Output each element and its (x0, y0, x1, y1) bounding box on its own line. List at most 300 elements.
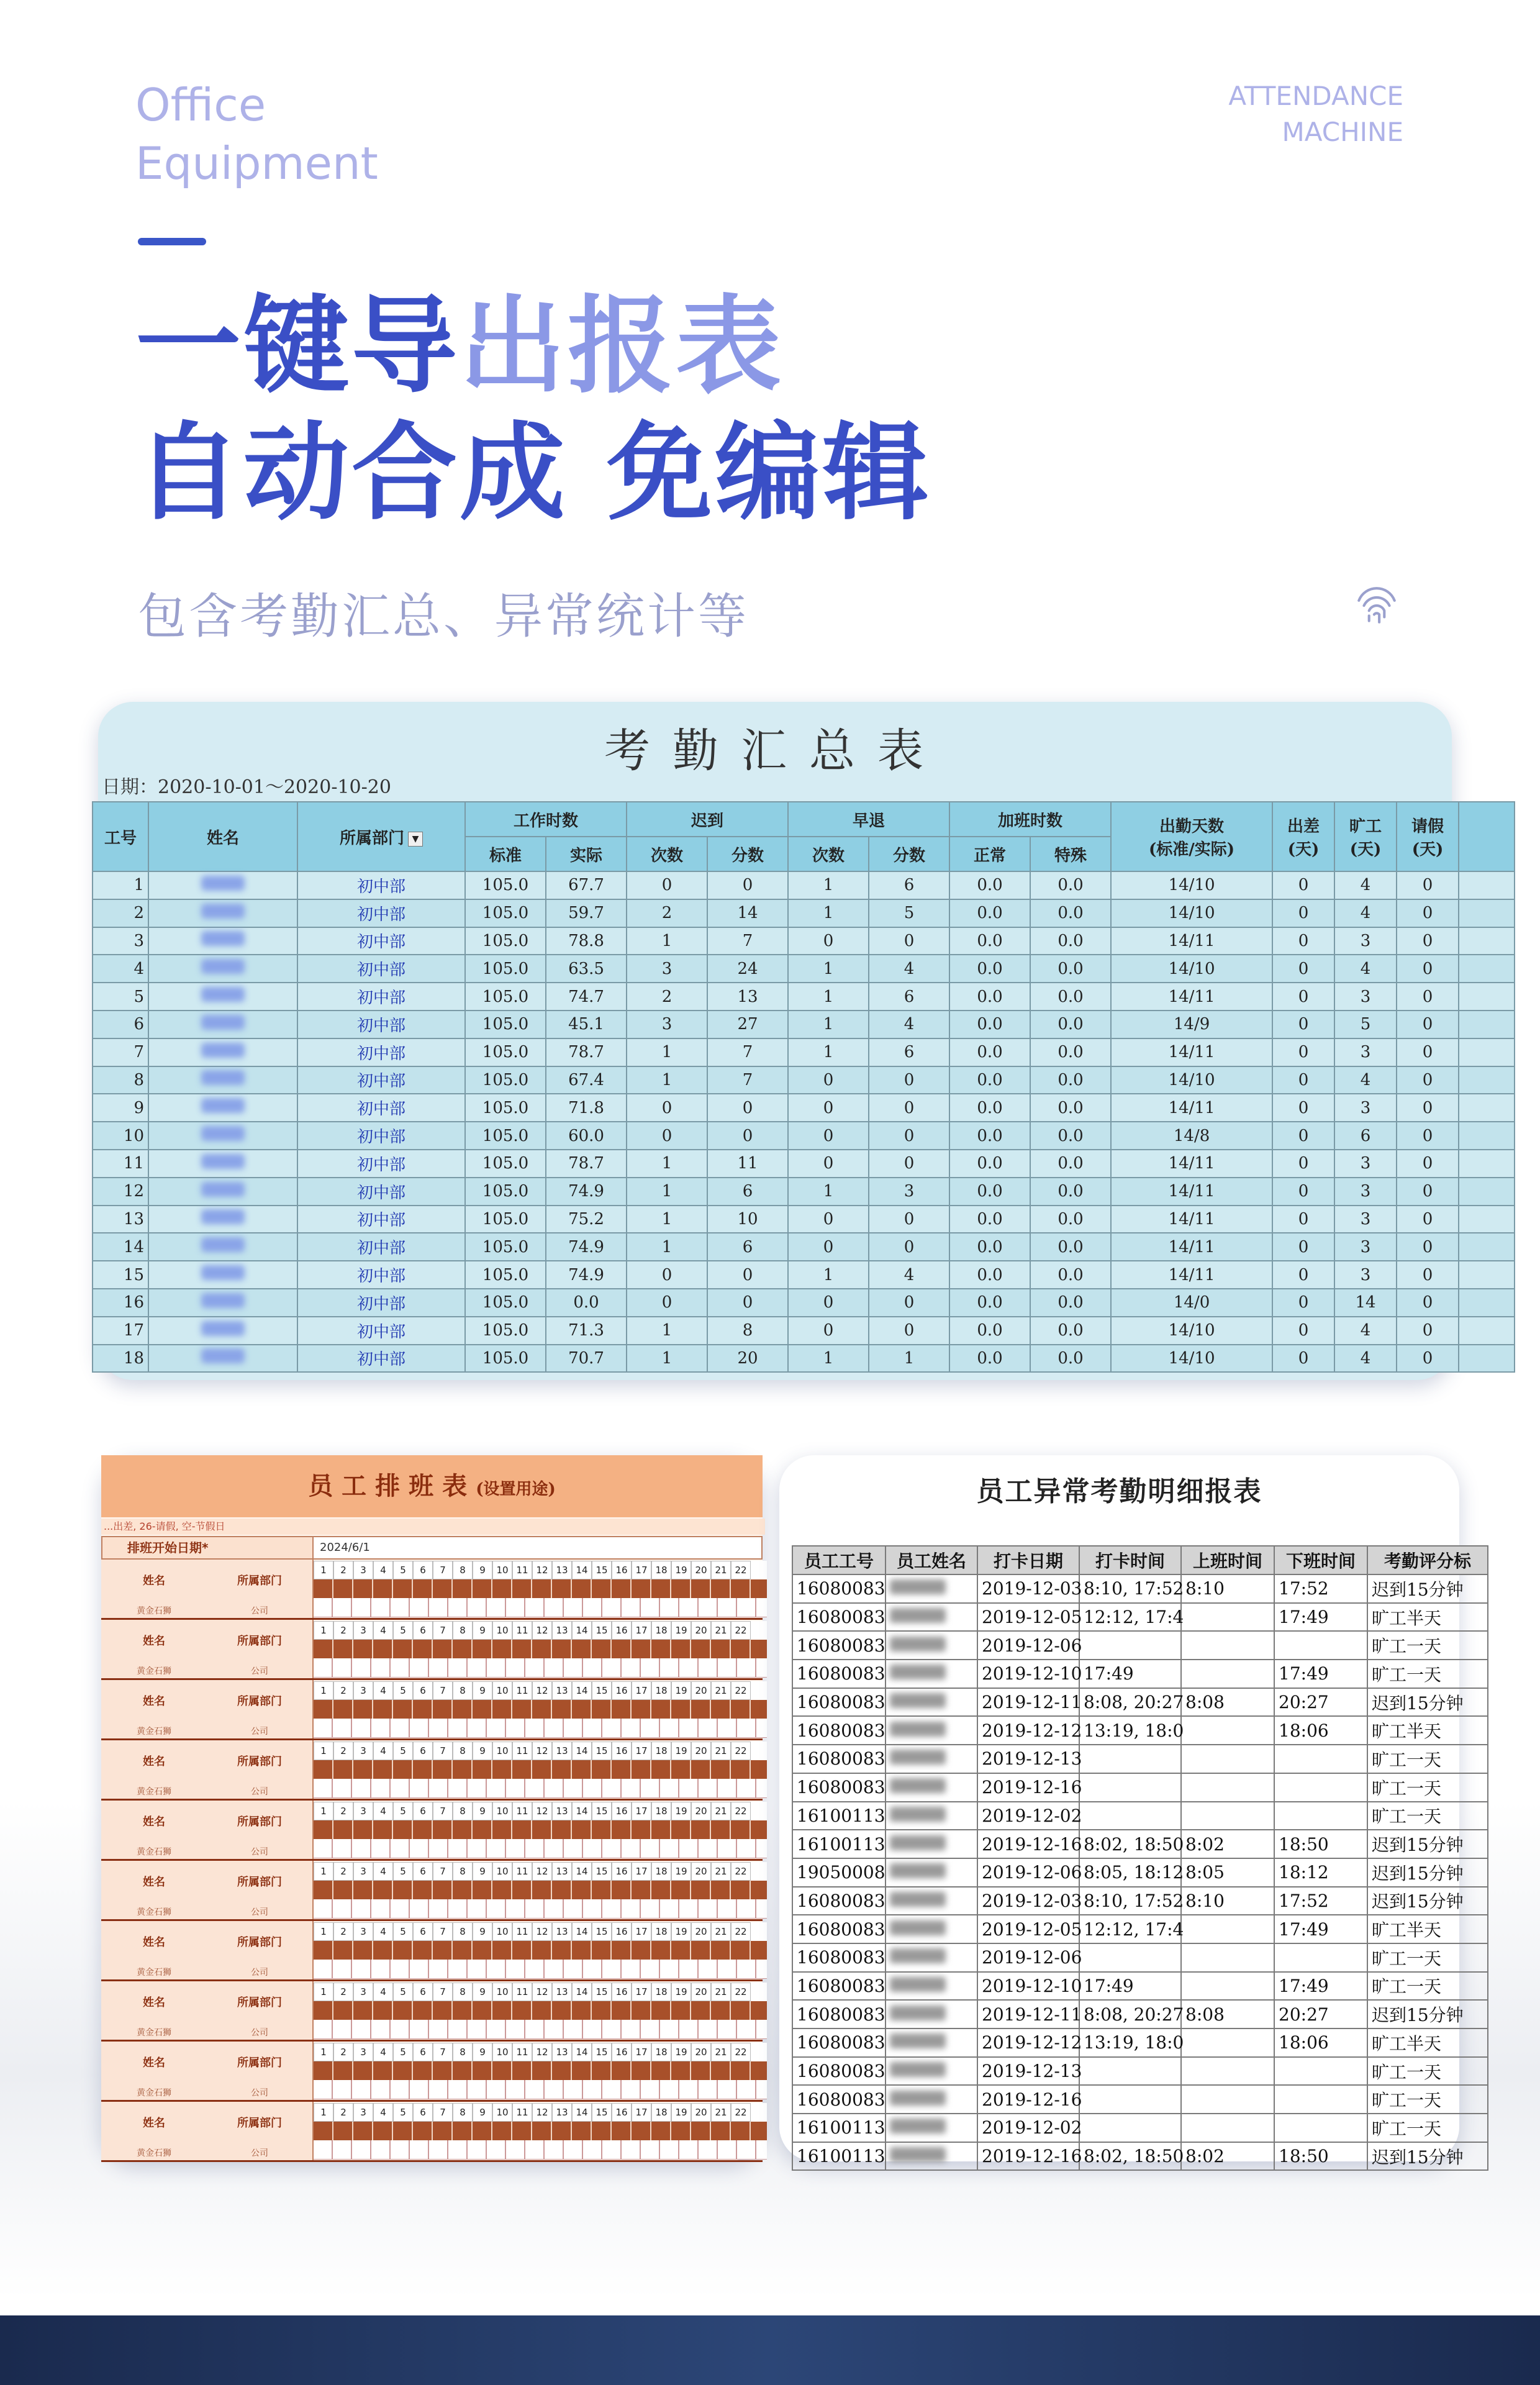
day-number: 9 (473, 2103, 492, 2122)
day-number: 17 (632, 1742, 651, 1760)
day-number: 11 (512, 2043, 532, 2061)
cell-value: 1 (788, 1178, 869, 1206)
cell-value: 14/8 (1111, 1122, 1272, 1150)
day-number: 17 (632, 1802, 651, 1820)
cell-value: 71.8 (546, 1094, 627, 1122)
table-row (93, 899, 1515, 927)
day-number: 18 (651, 1742, 671, 1760)
detail-header-row (792, 1546, 1488, 1574)
schedule-block (101, 1620, 763, 1680)
day-number: 12 (532, 1681, 552, 1700)
cell-emp-id: 16080083 (792, 1943, 886, 1972)
cell-value: 74.9 (546, 1178, 627, 1206)
table-row (93, 1289, 1515, 1317)
cell-value: 17:52 (1274, 1887, 1367, 1915)
weekday-row (314, 1579, 767, 1598)
cell-value: 0.0 (1030, 1233, 1111, 1261)
cell-value: 0 (788, 1206, 869, 1233)
cell-value (1079, 2085, 1181, 2114)
cell-value: 2019-12-12 (977, 2028, 1079, 2057)
cell-value: 0.0 (949, 1289, 1030, 1317)
cell-value: 1 (788, 1038, 869, 1066)
blurred-name (201, 1126, 245, 1141)
cell-extra (1459, 1122, 1515, 1150)
cell-emp-name (886, 1858, 977, 1887)
accent-dash (138, 238, 206, 245)
day-number: 22 (731, 2043, 751, 2061)
col-dept (297, 802, 465, 871)
schedule-day-grid (314, 1742, 767, 1797)
day-number: 2 (333, 2043, 353, 2061)
shift-check-row[interactable] (314, 1960, 767, 1979)
summary-date-range: 日期：2020-10-01～2020-10-20 (102, 776, 391, 798)
cell-extra (1459, 1066, 1515, 1094)
cell-value: 旷工一天 (1367, 2114, 1488, 2142)
cell-value: 0.0 (1030, 1150, 1111, 1178)
cell-dept: 初中部 (297, 1066, 465, 1094)
day-number: 20 (691, 2103, 711, 2122)
day-number: 14 (572, 1742, 592, 1760)
cell-value: 0.0 (1030, 955, 1111, 983)
cell-value: 14/11 (1111, 1150, 1272, 1178)
day-number: 7 (433, 2043, 453, 2061)
day-number: 1 (314, 1681, 333, 1700)
cell-value: 2019-12-10 (977, 1972, 1079, 2001)
sub-std: 标准 (465, 837, 546, 871)
cell-value: 0 (1397, 1345, 1459, 1373)
day-number: 9 (473, 1742, 492, 1760)
cell-value: 2019-12-03 (977, 1574, 1079, 1603)
day-number: 14 (572, 1561, 592, 1579)
day-number: 22 (731, 1621, 751, 1640)
cell-emp-id: 16100113 (792, 2142, 886, 2171)
day-number: 18 (651, 1621, 671, 1640)
cell-value: 14/11 (1111, 1038, 1272, 1066)
cell-value: 4 (1334, 899, 1397, 927)
shift-check-row[interactable] (314, 1598, 767, 1617)
cell-value: 0 (627, 1289, 707, 1317)
cell-value: 0.0 (949, 1094, 1030, 1122)
day-number: 19 (671, 1862, 691, 1881)
cell-emp-id: 16080083 (792, 1574, 886, 1603)
cell-value: 0.0 (949, 983, 1030, 1011)
day-number: 17 (632, 1561, 651, 1579)
blurred-name (890, 1892, 946, 1907)
cell-value: 1 (788, 871, 869, 899)
cell-value: 0.0 (1030, 871, 1111, 899)
day-number: 5 (393, 1561, 413, 1579)
day-number: 5 (393, 1681, 413, 1700)
day-number: 6 (413, 1983, 433, 2001)
day-number: 21 (711, 1922, 731, 1941)
schedule-name-value: 黄金石狮 (137, 1787, 171, 1797)
cell-emp-name (886, 1631, 977, 1660)
cell-value: 0 (1397, 955, 1459, 983)
cell-value: 4 (1334, 1317, 1397, 1345)
day-number: 12 (532, 1561, 552, 1579)
cell-value: 0 (1272, 927, 1334, 955)
cell-value (1181, 2085, 1274, 2114)
trip-label: 出差 (1287, 817, 1320, 836)
day-number: 7 (433, 1742, 453, 1760)
cell-value: 4 (1334, 871, 1397, 899)
table-row (93, 1066, 1515, 1094)
shift-check-row[interactable] (314, 2080, 767, 2099)
day-number: 22 (731, 1561, 751, 1579)
day-number: 4 (373, 2103, 393, 2122)
weekday-row (314, 1760, 767, 1779)
cell-value: 0.0 (949, 1317, 1030, 1345)
day-number: 7 (433, 2103, 453, 2122)
cell-value: 105.0 (465, 955, 546, 983)
cell-value: 0 (1272, 1150, 1334, 1178)
attendance-machine-label (1031, 78, 1403, 150)
day-number: 22 (731, 1681, 751, 1700)
abnormal-attendance-card (779, 1455, 1471, 2168)
cell-value: 17:49 (1274, 1603, 1367, 1632)
blurred-name (201, 904, 245, 919)
schedule-name-cell (101, 1981, 208, 2040)
cell-dept: 初中部 (297, 871, 465, 899)
day-number: 4 (373, 1742, 393, 1760)
cell-value: 旷工一天 (1367, 1972, 1488, 2001)
day-number: 11 (512, 1561, 532, 1579)
day-number: 12 (532, 2103, 552, 2122)
day-number: 3 (353, 1983, 373, 2001)
day-number: 3 (353, 1681, 373, 1700)
headline-part-2: 出报表 (460, 285, 784, 408)
day-number: 8 (453, 1983, 473, 2001)
schedule-block (101, 1981, 763, 2042)
schedule-blocks (101, 1560, 763, 2162)
shift-check-row[interactable] (314, 1899, 767, 1919)
cell-value: 0 (707, 1261, 788, 1289)
cell-value: 2019-12-06 (977, 1858, 1079, 1887)
cell-value: 59.7 (546, 899, 627, 927)
absent-unit: (天) (1349, 840, 1382, 859)
cell-name (148, 871, 297, 899)
cell-value: 0 (1272, 871, 1334, 899)
cell-value: 0 (627, 1094, 707, 1122)
schedule-dept-label: 所属部门 (237, 1936, 282, 1949)
cell-id: 4 (93, 955, 148, 983)
cell-value: 0 (869, 1094, 949, 1122)
filter-dropdown-icon[interactable]: ▼ (408, 832, 423, 847)
schedule-name-cell (101, 2042, 208, 2100)
cell-value: 0 (1397, 871, 1459, 899)
cell-value: 3 (1334, 983, 1397, 1011)
cell-value: 旷工一天 (1367, 1660, 1488, 1688)
cell-value: 0 (1272, 899, 1334, 927)
day-number: 7 (433, 1983, 453, 2001)
cell-value: 8:05, 18:12 (1079, 1858, 1181, 1887)
day-number: 13 (552, 1742, 572, 1760)
cell-value: 17:49 (1274, 1660, 1367, 1688)
blurred-name (890, 2119, 946, 2133)
schedule-name-value: 黄金石狮 (137, 2148, 171, 2158)
cell-name (148, 1206, 297, 1233)
blurred-name (201, 1348, 245, 1363)
cell-value: 2019-12-10 (977, 1660, 1079, 1688)
day-number: 9 (473, 1681, 492, 1700)
schedule-name-label: 姓名 (143, 1936, 165, 1949)
day-number: 3 (353, 1802, 373, 1820)
schedule-dept-cell (207, 1740, 314, 1799)
day-number: 7 (433, 1802, 453, 1820)
blurred-name (890, 1807, 946, 1822)
cell-extra (1459, 1178, 1515, 1206)
day-number: 3 (353, 1561, 373, 1579)
cell-value: 20:27 (1274, 1688, 1367, 1717)
cell-value: 0.0 (1030, 983, 1111, 1011)
cell-value: 105.0 (465, 1122, 546, 1150)
cell-value: 0 (788, 1150, 869, 1178)
day-number: 6 (413, 1621, 433, 1640)
day-number: 9 (473, 1862, 492, 1881)
day-number: 12 (532, 1862, 552, 1881)
cell-value: 105.0 (465, 1011, 546, 1038)
cell-value: 0 (1272, 1122, 1334, 1150)
schedule-dept-value: 公司 (251, 1727, 268, 1737)
table-row (93, 927, 1515, 955)
cell-value (1274, 2057, 1367, 2086)
col-id: 工号 (93, 802, 148, 871)
cell-value: 3 (627, 955, 707, 983)
day-number: 13 (552, 1561, 572, 1579)
shift-check-row[interactable] (314, 1658, 767, 1678)
cell-value: 18:50 (1274, 1830, 1367, 1858)
cell-value: 0 (1272, 1233, 1334, 1261)
cell-value: 105.0 (465, 927, 546, 955)
cell-extra (1459, 927, 1515, 955)
cell-value: 1 (788, 899, 869, 927)
cell-value: 8:10 (1181, 1574, 1274, 1603)
day-number: 8 (453, 1862, 473, 1881)
cell-emp-name (886, 2000, 977, 2028)
cell-dept: 初中部 (297, 983, 465, 1011)
cell-value (1274, 2085, 1367, 2114)
table-row (792, 1745, 1488, 1773)
schedule-dept-label: 所属部门 (237, 1635, 282, 1648)
cell-value: 67.7 (546, 871, 627, 899)
schedule-name-value: 黄金石狮 (137, 2028, 171, 2038)
cell-value: 3 (1334, 1094, 1397, 1122)
cell-value: 75.2 (546, 1206, 627, 1233)
cell-value (1079, 2114, 1181, 2142)
cell-emp-name (886, 1688, 977, 1717)
day-number: 17 (632, 2103, 651, 2122)
day-number: 15 (592, 1621, 612, 1640)
schedule-start-row (101, 1536, 763, 1560)
cell-value: 0 (1397, 899, 1459, 927)
cell-extra (1459, 1345, 1515, 1373)
weekday-row (314, 1881, 767, 1899)
day-number: 16 (612, 1681, 632, 1700)
cell-dept: 初中部 (297, 955, 465, 983)
detail-col-header: 下班时间 (1274, 1546, 1367, 1574)
cell-value: 8 (707, 1317, 788, 1345)
schedule-name-label: 姓名 (143, 1695, 165, 1708)
day-number: 20 (691, 1802, 711, 1820)
day-number: 14 (572, 1681, 592, 1700)
day-number: 18 (651, 2103, 671, 2122)
detail-col-header: 员工工号 (792, 1546, 886, 1574)
shift-check-row[interactable] (314, 1839, 767, 1858)
day-number: 9 (473, 1922, 492, 1941)
day-number: 18 (651, 1802, 671, 1820)
cell-value: 14/9 (1111, 1011, 1272, 1038)
shift-check-row[interactable] (314, 2140, 767, 2160)
cell-value: 0.0 (1030, 1178, 1111, 1206)
day-number: 15 (592, 1862, 612, 1881)
cell-id: 14 (93, 1233, 148, 1261)
cell-value: 0 (869, 1233, 949, 1261)
cell-value: 105.0 (465, 1317, 546, 1345)
cell-value: 0.0 (1030, 1094, 1111, 1122)
cell-name (148, 899, 297, 927)
day-number: 7 (433, 1922, 453, 1941)
day-number: 14 (572, 1621, 592, 1640)
shift-check-row[interactable] (314, 2020, 767, 2039)
cell-value: 2 (627, 983, 707, 1011)
table-row (93, 1038, 1515, 1066)
cell-value: 0 (1272, 1289, 1334, 1317)
col-attend-days (1111, 802, 1272, 871)
day-number: 16 (612, 1802, 632, 1820)
cell-value: 74.9 (546, 1261, 627, 1289)
cell-value (1181, 2057, 1274, 2086)
day-number: 6 (413, 2043, 433, 2061)
day-number: 4 (373, 1561, 393, 1579)
cell-extra (1459, 871, 1515, 899)
day-number: 3 (353, 1922, 373, 1941)
cell-value: 迟到15分钟 (1367, 1887, 1488, 1915)
cell-value: 0 (1397, 1289, 1459, 1317)
cell-value: 0 (1272, 1011, 1334, 1038)
day-number: 10 (492, 2103, 512, 2122)
day-number: 10 (492, 1561, 512, 1579)
cell-value: 17:52 (1274, 1574, 1367, 1603)
cell-emp-id: 16080083 (792, 1603, 886, 1632)
day-number: 3 (353, 1862, 373, 1881)
blurred-name (890, 1579, 946, 1594)
cell-value (1181, 1972, 1274, 2001)
day-number: 8 (453, 1561, 473, 1579)
schedule-name-label: 姓名 (143, 1635, 165, 1648)
cell-emp-id: 16100113 (792, 2114, 886, 2142)
cell-value: 0 (1397, 1206, 1459, 1233)
cell-value: 2019-12-05 (977, 1603, 1079, 1632)
col-absent (1334, 802, 1397, 871)
cell-value: 0 (1397, 1317, 1459, 1345)
schedule-dept-value: 公司 (251, 1787, 268, 1797)
cell-value: 17:49 (1079, 1972, 1181, 2001)
cell-dept: 初中部 (297, 1206, 465, 1233)
cell-extra (1459, 1261, 1515, 1289)
weekday-row (314, 2001, 767, 2020)
cell-emp-name (886, 1915, 977, 1943)
sub-late-min: 分数 (707, 837, 788, 871)
day-number: 1 (314, 1862, 333, 1881)
day-number: 16 (612, 1621, 632, 1640)
schedule-dept-label: 所属部门 (237, 1755, 282, 1768)
day-number-row (314, 1862, 767, 1881)
schedule-name-value: 黄金石狮 (137, 1666, 171, 1676)
schedule-start-value[interactable]: 2024/6/1 (320, 1541, 370, 1554)
day-number: 16 (612, 1922, 632, 1941)
cell-dept: 初中部 (297, 1289, 465, 1317)
cell-dept: 初中部 (297, 1038, 465, 1066)
cell-value: 旷工一天 (1367, 1631, 1488, 1660)
day-number: 17 (632, 1681, 651, 1700)
cell-value: 1 (627, 927, 707, 955)
cell-emp-id: 16080083 (792, 1688, 886, 1717)
cell-value: 0 (707, 871, 788, 899)
cell-value: 8:10, 17:52 (1079, 1887, 1181, 1915)
cell-value: 0 (1272, 1261, 1334, 1289)
cell-value: 13:19, 18:0 (1079, 1716, 1181, 1745)
day-number: 2 (333, 1742, 353, 1760)
day-number: 14 (572, 2103, 592, 2122)
schedule-dept-cell (207, 2042, 314, 2100)
blurred-name (890, 1835, 946, 1850)
cell-emp-id: 16080083 (792, 1887, 886, 1915)
detail-col-header: 员工姓名 (886, 1546, 977, 1574)
weekday-row (314, 2122, 767, 2140)
day-number: 22 (731, 1742, 751, 1760)
shift-check-row[interactable] (314, 1719, 767, 1738)
schedule-name-label: 姓名 (143, 1755, 165, 1768)
cell-value: 18:06 (1274, 2028, 1367, 2057)
shift-check-row[interactable] (314, 1779, 767, 1798)
cell-value: 17:49 (1274, 1915, 1367, 1943)
cell-extra (1459, 1011, 1515, 1038)
day-number: 14 (572, 1983, 592, 2001)
cell-value: 0.0 (949, 927, 1030, 955)
blurred-name (201, 1070, 245, 1085)
cell-value: 旷工一天 (1367, 2057, 1488, 2086)
day-number: 1 (314, 1742, 333, 1760)
cell-value: 10 (707, 1206, 788, 1233)
table-row (792, 1972, 1488, 2001)
cell-value: 0.0 (949, 871, 1030, 899)
table-row (792, 1603, 1488, 1632)
cell-value: 8:02, 18:50 (1079, 1830, 1181, 1858)
cell-value: 14/10 (1111, 899, 1272, 927)
schedule-name-label: 姓名 (143, 2117, 165, 2130)
cell-value (1079, 1773, 1181, 1802)
cell-emp-id: 16080083 (792, 1631, 886, 1660)
cell-dept: 初中部 (297, 1122, 465, 1150)
cell-value: 1 (627, 1317, 707, 1345)
cell-id: 9 (93, 1094, 148, 1122)
day-number: 11 (512, 1621, 532, 1640)
cell-value: 0 (788, 1233, 869, 1261)
cell-emp-name (886, 1745, 977, 1773)
cell-value: 6 (869, 871, 949, 899)
cell-value: 0 (1397, 1150, 1459, 1178)
schedule-dept-value: 公司 (251, 1907, 268, 1917)
cell-name (148, 927, 297, 955)
cell-dept: 初中部 (297, 1261, 465, 1289)
cell-value: 4 (1334, 955, 1397, 983)
cell-emp-name (886, 1574, 977, 1603)
cell-emp-name (886, 2057, 977, 2086)
day-number: 4 (373, 1681, 393, 1700)
cell-value (1181, 1915, 1274, 1943)
col-early: 早退 (788, 802, 949, 837)
cell-value: 2019-12-13 (977, 2057, 1079, 2086)
